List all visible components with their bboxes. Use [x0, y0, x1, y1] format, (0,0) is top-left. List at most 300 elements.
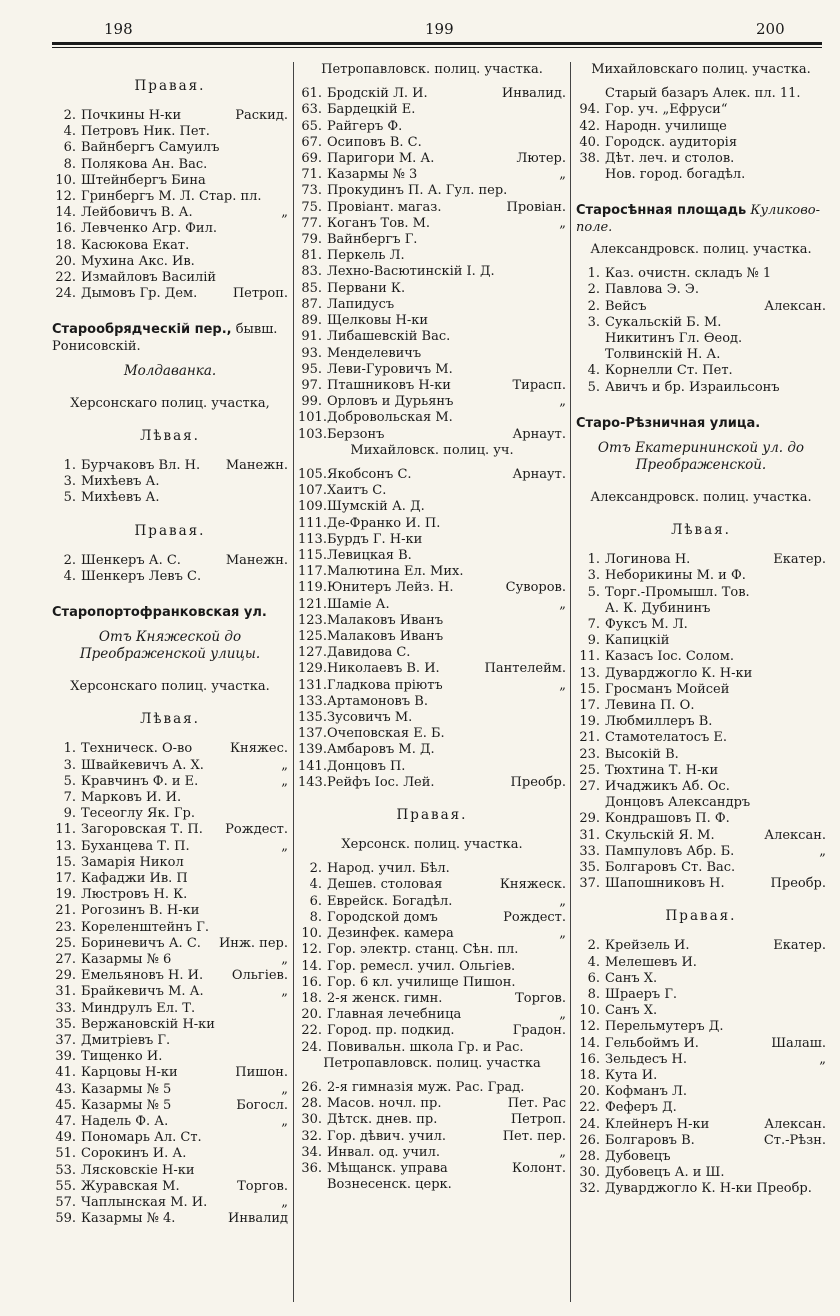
owner-name: Гладкова пріютъ	[327, 677, 443, 693]
police-district: Александровск. полиц. участка.	[590, 241, 812, 257]
owner-name: Журавская М.	[81, 1178, 180, 1194]
house-number: 117.	[298, 564, 327, 580]
owner-name: Шенкеръ А. С.	[81, 552, 181, 568]
cross-street: Княжес.	[230, 741, 288, 757]
list-item	[52, 569, 288, 585]
owner-name: Петровъ Ник. Пет.	[81, 124, 210, 140]
cross-street: Алексан.	[764, 298, 826, 314]
entry-list	[298, 861, 566, 1055]
house-number: 9.	[587, 633, 600, 649]
entry-list	[576, 266, 826, 396]
owner-name: Рогозинъ В. Н-ки	[81, 903, 200, 919]
owner-name: Казармы № 3	[327, 167, 418, 183]
cross-street: Рождест.	[503, 909, 566, 925]
house-number: 3.	[63, 474, 76, 490]
list-item	[576, 167, 826, 183]
house-number: 97.	[301, 377, 322, 393]
list-item	[298, 216, 566, 232]
list-item	[576, 649, 826, 665]
owner-name: Лапидусъ	[327, 296, 395, 312]
list-item	[298, 991, 566, 1007]
house-number: 2.	[587, 282, 600, 298]
house-number: 6.	[587, 970, 600, 986]
list-item	[298, 597, 566, 613]
list-item	[298, 135, 566, 151]
house-number: 67.	[301, 134, 322, 150]
owner-name: Городск. аудиторія	[605, 134, 738, 150]
cross-street: „	[559, 893, 566, 909]
cross-street: Провіан.	[506, 199, 566, 215]
owner-name: Кравчинъ Ф. и Е.	[81, 773, 199, 789]
house-number	[576, 601, 600, 617]
house-number: 103.	[298, 426, 327, 442]
list-item	[576, 876, 826, 892]
owner-name: Сукальскій Б. М.	[605, 314, 722, 330]
owner-name: Дешев. столовая	[327, 877, 443, 893]
owner-name: Сорокинъ И. А.	[81, 1146, 187, 1162]
owner-name: Левченко Агр. Фил.	[81, 221, 217, 237]
list-item	[298, 427, 566, 443]
house-number	[576, 86, 600, 102]
cross-street: „	[281, 951, 288, 967]
cross-street: „	[559, 926, 566, 942]
owner-name: Казармы № 5	[81, 1097, 172, 1113]
cross-street: „	[281, 1081, 288, 1097]
list-item	[298, 297, 566, 313]
house-number: 3.	[587, 314, 600, 330]
owner-name: Гор. электр. станц. Сѣн. пл.	[327, 942, 519, 958]
house-number: 99.	[301, 394, 322, 410]
house-number: 4.	[63, 124, 76, 140]
list-item	[576, 747, 826, 763]
owner-name: Масов. ночл. пр.	[327, 1096, 442, 1112]
cross-street: „	[281, 838, 288, 854]
list-item	[298, 200, 566, 216]
cross-street: „	[281, 773, 288, 789]
owner-name: Гросманъ Мойсей	[605, 681, 730, 697]
owner-name: Берзонъ	[327, 426, 385, 442]
list-item	[52, 1082, 288, 1098]
list-item	[52, 205, 288, 221]
list-item	[298, 926, 566, 942]
cross-street: Пишон.	[235, 1065, 288, 1081]
house-number: 113.	[298, 531, 327, 547]
owner-name: Левицкая В.	[327, 547, 412, 563]
list-item	[298, 167, 566, 183]
entry-list	[298, 467, 566, 791]
cross-street: „	[559, 677, 566, 693]
owner-name: Марковъ И. И.	[81, 789, 182, 805]
street-name: Старообрядческій пер.,	[52, 322, 232, 338]
owner-name: Амбаровъ М. Д.	[327, 742, 435, 758]
house-number: 115.	[298, 547, 327, 563]
owner-name: Высокій В.	[605, 746, 679, 762]
house-number: 10.	[55, 172, 76, 188]
owner-name: Болгаровъ В.	[605, 1132, 695, 1148]
list-item	[298, 548, 566, 564]
street-title	[52, 322, 288, 355]
cross-street: Торгов.	[515, 990, 566, 1006]
list-item	[576, 698, 826, 714]
owner-name: Николаевъ В. И.	[327, 661, 440, 677]
house-number: 5.	[587, 379, 600, 395]
list-item	[576, 86, 826, 102]
house-number: 93.	[301, 345, 322, 361]
owner-name: Дымовъ Гр. Дем.	[81, 286, 198, 302]
list-item	[52, 108, 288, 124]
list-item	[576, 763, 826, 779]
list-item	[52, 1065, 288, 1081]
house-number: 20.	[301, 1007, 322, 1023]
owner-name: Нов. город. богадѣл.	[605, 167, 746, 183]
house-number: 36.	[301, 1160, 322, 1176]
list-item	[576, 844, 826, 860]
owner-name: Логинова Н.	[605, 552, 691, 568]
house-number: 37.	[55, 1032, 76, 1048]
house-number: 17.	[55, 870, 76, 886]
list-item	[52, 1001, 288, 1017]
list-item	[576, 1084, 826, 1100]
owner-name: Дезинфек. камера	[327, 926, 454, 942]
list-item	[298, 1161, 566, 1177]
owner-name: Казасъ Іос. Солом.	[605, 649, 734, 665]
cross-street: Богосл.	[236, 1097, 288, 1113]
house-number: 7.	[63, 789, 76, 805]
owner-name: Шапошниковъ Н.	[605, 876, 725, 892]
list-item	[298, 613, 566, 629]
house-number: 18.	[55, 237, 76, 253]
street-name: Старопортофранковская ул.	[52, 605, 267, 621]
house-number: 107.	[298, 483, 327, 499]
house-number: 2.	[63, 108, 76, 123]
cross-street: Инж. пер.	[218, 935, 288, 951]
list-item	[298, 281, 566, 297]
cross-street: „	[559, 596, 566, 612]
owner-name: Зельдесъ Н.	[605, 1051, 687, 1067]
house-number: 10.	[579, 1003, 600, 1019]
list-item	[576, 779, 826, 795]
entry-list	[576, 86, 826, 183]
list-item	[52, 474, 288, 490]
owner-name: Штейнбергъ Бина	[81, 172, 206, 188]
house-number: 22.	[301, 1023, 322, 1039]
list-item	[576, 552, 826, 568]
owner-name: Зусовичъ М.	[327, 710, 413, 726]
house-number: 133.	[298, 693, 327, 709]
list-item	[298, 661, 566, 677]
list-item	[298, 119, 566, 135]
owner-name: Добровольская М.	[327, 410, 453, 426]
owner-name: Казармы № 4.	[81, 1211, 176, 1227]
owner-name: Замарія Никол	[81, 854, 184, 870]
owner-name: Очеповская Е. Б.	[327, 726, 445, 742]
owner-name: Кореленштейнъ Г.	[81, 919, 209, 935]
house-number: 34.	[301, 1144, 322, 1160]
list-item	[298, 183, 566, 199]
list-item	[52, 741, 288, 757]
house-number: 33.	[579, 843, 600, 859]
section-heading: Правая.	[665, 908, 737, 925]
police-district: Михайловскаго полиц. участка.	[591, 62, 811, 77]
cross-street: Пантелейм.	[484, 661, 566, 677]
owner-name: Пташниковъ Н-ки	[327, 377, 451, 393]
house-number: 3.	[587, 568, 600, 584]
house-number: 73.	[301, 183, 322, 199]
list-item	[52, 839, 288, 855]
owner-name: Донцовъ П.	[327, 758, 406, 774]
owner-name: Люстровъ Н. К.	[81, 887, 188, 903]
cross-street: Екатер.	[773, 938, 826, 954]
house-number: 141.	[298, 758, 327, 774]
owner-name: Шаміе А.	[327, 596, 390, 612]
cross-street: „	[559, 167, 566, 183]
column-divider-1	[293, 62, 294, 1302]
house-number: 40.	[579, 134, 600, 150]
house-number: 20.	[55, 253, 76, 269]
owner-name: Бориневичъ А. С.	[81, 935, 201, 951]
house-number: 22.	[55, 270, 76, 286]
entry-list	[576, 552, 826, 892]
list-item	[298, 645, 566, 661]
owner-name: Измайловъ Василій	[81, 270, 217, 286]
house-number: 129.	[298, 661, 327, 677]
cross-street: „	[281, 205, 288, 221]
house-number: 121.	[298, 596, 327, 612]
house-number: 83.	[301, 264, 322, 280]
owner-name: Емельяновъ Н. И.	[81, 968, 204, 984]
house-number	[576, 795, 600, 811]
list-item	[298, 710, 566, 726]
owner-name: Инвал. од. учил.	[327, 1144, 440, 1160]
house-number: 91.	[301, 329, 322, 345]
cross-street: Преобр.	[770, 876, 826, 892]
owner-name: Либашевскій Вас.	[327, 329, 451, 345]
list-item	[576, 714, 826, 730]
house-number: 39.	[55, 1049, 76, 1065]
list-item	[576, 102, 826, 118]
owner-name: Народн. училище	[605, 118, 727, 134]
list-item	[576, 1149, 826, 1165]
entry-list	[52, 108, 288, 302]
house-number: 27.	[55, 951, 76, 967]
owner-name: Кафаджи Ив. П	[81, 870, 188, 886]
owner-name: Паригори М. А.	[327, 151, 435, 167]
list-item	[298, 410, 566, 426]
owner-name: Дуварджогло К. Н-ки Преобр.	[605, 1181, 812, 1197]
section-heading: Лѣвая.	[671, 522, 731, 539]
list-item	[576, 380, 826, 396]
list-item	[52, 1098, 288, 1114]
owner-name: Юнитеръ Лейз. Н.	[327, 580, 454, 596]
owner-name: Санъ Х.	[605, 1003, 658, 1019]
owner-name: Леви-Гуровичъ М.	[327, 361, 453, 377]
list-item	[576, 971, 826, 987]
house-number: 10.	[301, 926, 322, 942]
owner-name: Швайкевичъ А. Х.	[81, 757, 204, 773]
house-number: 15.	[579, 681, 600, 697]
owner-name: Стамотелатосъ Е.	[605, 730, 728, 746]
house-number	[576, 347, 600, 363]
street-note: бывш. Ронисовскій.	[52, 322, 278, 354]
house-number: 3.	[63, 757, 76, 773]
column-middle	[298, 62, 566, 1193]
list-item	[576, 1036, 826, 1052]
house-number: 45.	[55, 1097, 76, 1113]
street-range: Отъ Княжеской до Преображенской улицы.	[79, 629, 261, 663]
list-item	[298, 1023, 566, 1039]
owner-name: Гор. ремесл. учил. Ольгіев.	[327, 958, 516, 974]
house-number: 8.	[309, 909, 322, 925]
house-number: 12.	[301, 942, 322, 958]
list-item	[576, 730, 826, 746]
list-item	[52, 855, 288, 871]
house-number: 25.	[55, 935, 76, 951]
house-number: 143.	[298, 774, 327, 790]
house-number: 29.	[579, 811, 600, 827]
list-item	[52, 1049, 288, 1065]
cross-street: Инвалид.	[501, 86, 566, 102]
entry-list	[298, 1080, 566, 1193]
list-item	[52, 1130, 288, 1146]
house-number: 19.	[579, 714, 600, 730]
list-item	[52, 758, 288, 774]
house-number: 105.	[298, 466, 327, 482]
street-range: Молдаванка.	[123, 362, 217, 379]
list-item	[52, 124, 288, 140]
cross-street: Пет. пер.	[502, 1128, 566, 1144]
house-number: 18.	[301, 990, 322, 1006]
list-item	[52, 952, 288, 968]
cross-street: Ольгіев.	[231, 968, 288, 984]
list-item	[298, 861, 566, 877]
list-item	[576, 1117, 826, 1133]
house-number	[576, 167, 600, 183]
list-item	[52, 1017, 288, 1033]
house-number: 26.	[301, 1079, 322, 1095]
list-item	[52, 1179, 288, 1195]
list-item	[298, 86, 566, 102]
police-district: Александровск. полиц. участка.	[590, 489, 812, 505]
house-number: 1.	[587, 266, 600, 282]
owner-name: Кондрашовъ П. Ф.	[605, 811, 730, 827]
owner-name: Гринбергъ М. Л. Стар. пл.	[81, 189, 262, 205]
house-number: 5.	[63, 490, 76, 506]
list-item	[52, 871, 288, 887]
house-number: 119.	[298, 580, 327, 596]
list-item	[52, 984, 288, 1000]
list-item	[298, 248, 566, 264]
house-number: 137.	[298, 726, 327, 742]
list-item	[298, 678, 566, 694]
list-item	[298, 102, 566, 118]
owner-name: Болгаровъ Ст. Вас.	[605, 859, 736, 875]
police-district: Петропавловск. полиц. участка.	[321, 62, 543, 77]
list-item	[52, 189, 288, 205]
police-district: Петропавловск. полиц. участка	[323, 1055, 541, 1071]
list-item	[52, 1195, 288, 1211]
police-district: Херсонскаго полиц. участка,	[70, 395, 270, 411]
cross-street: Манежн.	[225, 458, 288, 474]
owner-name: Городской домъ	[327, 909, 438, 925]
list-item	[298, 629, 566, 645]
list-item	[576, 601, 826, 617]
owner-name: Бродскій Л. И.	[327, 86, 428, 102]
page-number-left: 198	[104, 20, 133, 38]
cross-street: Инвалид	[228, 1211, 288, 1227]
owner-name: Скульскій Я. М.	[605, 827, 715, 843]
owner-name: Корнелли Ст. Пет.	[605, 363, 733, 379]
list-item	[298, 232, 566, 248]
list-item	[298, 726, 566, 742]
owner-name: Тесеоглу Як. Гр.	[81, 806, 195, 822]
owner-name: Крейзель И.	[605, 938, 690, 954]
house-number: 13.	[55, 838, 76, 854]
house-number: 79.	[301, 232, 322, 248]
owner-name: Лейбовичъ В. А.	[81, 205, 193, 221]
list-item	[576, 266, 826, 282]
list-item	[52, 887, 288, 903]
list-item	[298, 264, 566, 280]
section-heading: Правая.	[134, 78, 206, 94]
list-item	[576, 860, 826, 876]
cross-street: Пет. Рас	[507, 1096, 566, 1112]
list-item	[52, 1146, 288, 1162]
house-number: 12.	[579, 1019, 600, 1035]
house-number: 24.	[301, 1039, 322, 1055]
owner-name: Торг.-Промышл. Тов.	[605, 584, 750, 600]
house-number: 14.	[55, 205, 76, 221]
owner-name: Дѣтск. днев. пр.	[327, 1112, 438, 1128]
house-number: 1.	[63, 458, 76, 474]
list-item	[576, 135, 826, 151]
list-item	[576, 987, 826, 1003]
owner-name: Давидова С.	[327, 645, 411, 661]
list-item	[576, 151, 826, 167]
house-number: 127.	[298, 645, 327, 661]
list-item	[52, 553, 288, 569]
section-heading: Правая.	[396, 807, 468, 824]
house-number: 139.	[298, 742, 327, 758]
list-item	[576, 1052, 826, 1068]
cross-street: „	[819, 843, 826, 859]
cross-street: Раскид.	[235, 108, 288, 123]
street-note: Куликово-поле.	[576, 203, 821, 235]
house-number: 35.	[579, 859, 600, 875]
list-item	[576, 795, 826, 811]
house-number: 51.	[55, 1146, 76, 1162]
street-title	[576, 203, 826, 236]
owner-name: Гор. дѣвич. учил.	[327, 1128, 447, 1144]
list-item	[52, 1033, 288, 1049]
house-number: 42.	[579, 118, 600, 134]
cross-street: Арнаут.	[512, 426, 566, 442]
owner-name: Буханцева Т. П.	[81, 838, 190, 854]
house-number: 61.	[301, 86, 322, 102]
cross-street: „	[559, 1144, 566, 1160]
cross-street: Арнаут.	[512, 466, 566, 482]
cross-street: Лютер.	[516, 151, 566, 167]
owner-name: Перельмутеръ Д.	[605, 1019, 724, 1035]
police-district: Херсонскаго полиц. участка.	[70, 679, 270, 695]
list-item	[52, 490, 288, 506]
cross-street: „	[559, 394, 566, 410]
house-number: 135.	[298, 710, 327, 726]
list-item	[298, 894, 566, 910]
owner-name: Касюкова Екат.	[81, 237, 190, 253]
house-number: 47.	[55, 1114, 76, 1129]
owner-name: Мелешевъ И.	[605, 954, 697, 970]
list-item	[576, 1100, 826, 1116]
